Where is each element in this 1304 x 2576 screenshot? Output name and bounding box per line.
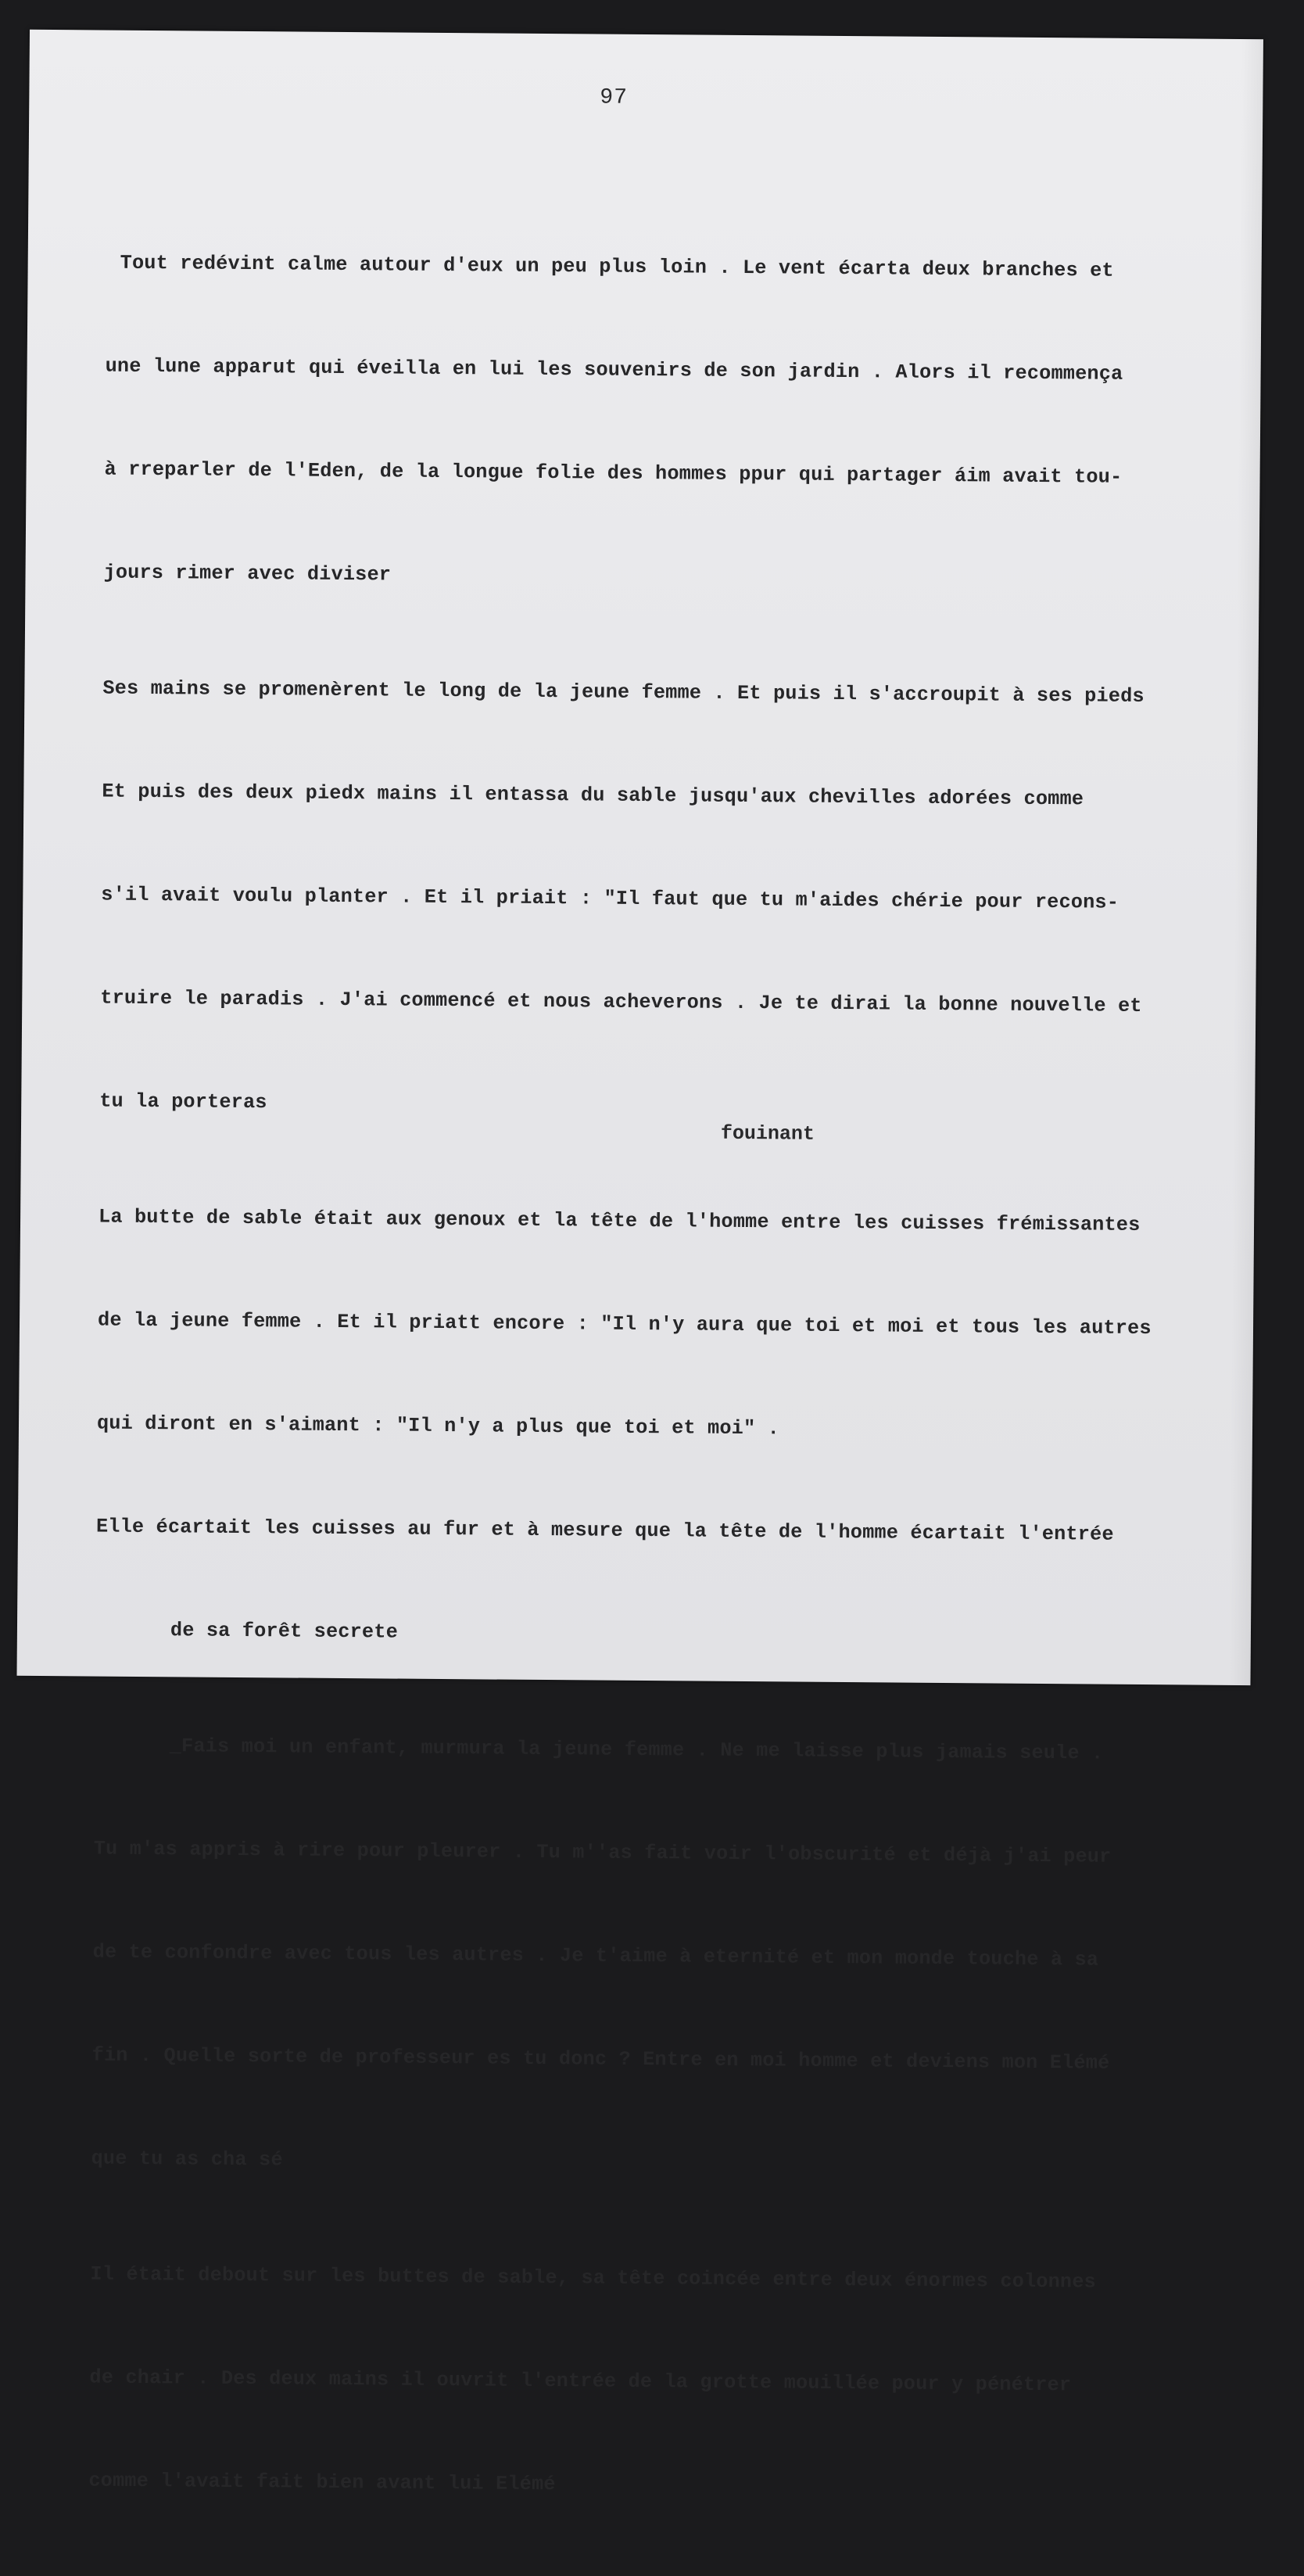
text-line: Elle écartait les cuisses au fur et à mesure que la tête de l'homme écartait l'entrée bbox=[95, 1515, 1114, 1546]
text-line: s'il avait voulu planter . Et il priait : "Il faut que tu m'aides chérie pour recons- bbox=[101, 883, 1120, 914]
text-line: de te confondre avec tous les autres . Je t'aime à eternité et mon monde touche à sa bbox=[92, 1940, 1099, 1971]
text-line: de la jeune femme . Et il priatt encore : "Il n'y aura que toi et moi et tous les autres bbox=[97, 1308, 1152, 1340]
text-line: comme l'avait fait bien avant lui Elémé bbox=[88, 2469, 556, 2496]
body-text bbox=[88, 178, 1248, 2576]
text-line: qui diront en s'aimant : "Il n'y a plus que toi et moi" . bbox=[96, 1412, 780, 1440]
text-line: jours rimer avec diviser bbox=[103, 561, 392, 587]
text-line: de chair . Des deux mains il ouvrit l'entrée de la grotte mouillée pour y pénétrer bbox=[89, 2366, 1072, 2397]
typewritten-page bbox=[16, 30, 1263, 2496]
text-line: que tu as cha sé bbox=[91, 2147, 283, 2172]
inserted-word: fouinant bbox=[720, 1121, 815, 1146]
text-line: Tu m'as appris à rire pour pleurer . Tu m''as fait voir l'obscurité et déjà j'ai peur bbox=[93, 1837, 1112, 1868]
text-line: de sa forêt secrete bbox=[170, 1619, 399, 1644]
text-line: Et puis des deux piedx mains il entassa du sable jusqu'aux chevilles adorées comme bbox=[102, 780, 1084, 811]
text-line: Ses mains se promenèrent le long de la jeune femme . Et puis il s'accroupit à ses pieds bbox=[102, 676, 1145, 709]
text-line: une lune apparut qui éveilla en lui les souvenirs de son jardin . Alors il recommença bbox=[105, 354, 1123, 386]
text-line: truire le paradis . J'ai commencé et nous acheverons . Je te dirai la bonne nouvelle et bbox=[100, 986, 1142, 1018]
text-line: à rreparler de l'Eden, de la longue folie des hommes ppur qui partager áim avait tou- bbox=[104, 457, 1123, 489]
text-line: fin . Quelle sorte de professeur es tu donc ? Entre en moi homme et deviens mon Elémé bbox=[91, 2043, 1110, 2075]
text-line: La butte de sable était aux genoux et la tête de l'homme entre les cuisses frémissantes bbox=[98, 1205, 1141, 1237]
text-line: Tout redévint calme autour d'eux un peu plus loin . Le vent écarta deux branches et bbox=[120, 251, 1114, 282]
text-line: _Fais moi un enfant, murmura la jeune femme . Ne me laisse plus jamais seule . bbox=[169, 1735, 1104, 1765]
page-number: 97 bbox=[600, 85, 629, 110]
text-line: tu la porteras bbox=[99, 1089, 267, 1114]
text-line: Il était debout sur les buttes de sable, sa tête coincée entre deux énormes colonnes bbox=[90, 2262, 1097, 2294]
